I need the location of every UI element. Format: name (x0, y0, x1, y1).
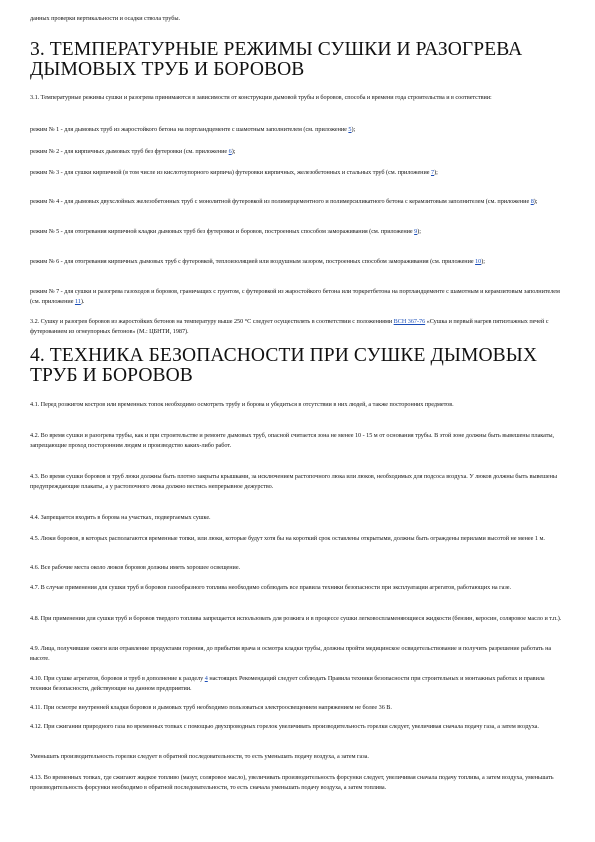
link-appendix-6[interactable]: 6 (228, 148, 232, 155)
paragraph-4-5: 4.5. Люки боровов, в которых располагаются временные топки, или люки, которые будут хотя бы на короткий срок оставлены открытыми, должны быть ограждены перилами высотой не менее 1 м. (30, 535, 545, 542)
mode-2: режим № 2 - для кирпичных дымовых труб без футеровки (см. приложение 6); (30, 148, 236, 155)
link-section-4[interactable]: 4 (204, 675, 208, 682)
paragraph-4-4: 4.4. Запрещается входить в борова на участках, подвергаемых сушке. (30, 514, 211, 521)
paragraph-3-2: 3.2. Сушку и разогрев боровов из жаростойких бетонов на температуру выше 250 °С следует осуществлять в соответствии с положениями ВСН 367-76 «Сушка и первый нагрев пятиэтажных печей с футерованием из огнеупорных бетонов» (М.: ЦБНТИ, 1987). (30, 318, 549, 335)
paragraph-4-8: 4.8. При применении для сушки труб и боровов твердого топлива запрещается использовать для розжига и в процессе сушки легковоспламеняющиеся жидкости (бензин, керосин, соляровое масло и т.п.). (30, 615, 562, 622)
paragraph-4-2: 4.2. Во время сушки и разогрева трубы, как и при строительстве и ремонте дымовых труб, опасной считается зона не менее 10 - 15 м от основания трубы. В этой зоне должны быть вывешены плакаты, запрещающие проход посторонним людям и производство каких-либо работ. (30, 432, 555, 449)
section-3-heading: 3. ТЕМПЕРАТУРНЫЕ РЕЖИМЫ СУШКИ И РАЗОГРЕВА ДЫМОВЫХ ТРУБ И БОРОВОВ (30, 39, 523, 80)
paragraph-3-1: 3.1. Температурные режимы сушки и разогрева принимаются в зависимости от конструкции дымовой трубы и боровов, способа и времени года строительства и в соответствии: (30, 94, 492, 101)
top-line: данных проверки вертикальности и осадки ствола трубы. (30, 15, 181, 22)
paragraph-4-12-note: Уменьшать производительность горелки следует в обратной последовательности, то есть уменьшать подачу воздуха, а затем газа. (30, 753, 369, 760)
mode-4: режим № 4 - для дымовых двухслойных железобетонных труб с монолитной футеровкой из полимерцементного и полимерсиликатного бетона с керамзитовым заполнителем (см. приложение 8); (30, 198, 538, 205)
mode-6: режим № 6 - для отогревания кирпичных дымовых труб с футеровкой, теплоизоляцией или воздушным зазором, построенных способом замораживания (см. приложение 10); (30, 258, 485, 265)
link-appendix-11[interactable]: 11 (74, 298, 81, 305)
paragraph-4-1: 4.1. Перед розжигом костров или временных топок необходимо осмотреть трубу и борова и убедиться в отсутствии в них людей, а также посторонних предметов. (30, 401, 454, 408)
paragraph-4-7: 4.7. В случае применения для сушки труб и боровов газообразного топлива необходимо соблюдать все правила техники безопасности при эксплуатации агрегатов, работающих на газе. (30, 584, 512, 591)
link-appendix-8[interactable]: 8 (530, 198, 534, 205)
section-4-heading: 4. ТЕХНИКА БЕЗОПАСНОСТИ ПРИ СУШКЕ ДЫМОВЫХ ТРУБ И БОРОВОВ (30, 345, 538, 386)
mode-7: режим № 7 - для сушки и разогрева газоходов и боровов, граничащих с грунтом, с футеровкой из жаростойкого бетона или торкретбетона на портландцементе с шамотным и керамзитовым заполнителем (см. приложение 11). (30, 288, 560, 305)
mode-1: режим № 1 - для дымовых труб из жаростойкого бетона на портландцементе с шамотным заполнителем (см. приложение 5); (30, 126, 356, 133)
mode-5: режим № 5 - для отогревания кирпичной кладки дымовых труб без футеровки и боровов, построенных способом замораживания (см. приложение 9); (30, 228, 421, 235)
mode-3: режим № 3 - для сушки кирпичной (в том числе из кислотоупорного кирпича) футеровки кирпичных, железобетонных и стальных труб (см. приложение 7); (30, 169, 438, 176)
link-vsn-367-76[interactable]: ВСН 367-76 (393, 318, 426, 325)
link-appendix-10[interactable]: 10 (475, 258, 482, 265)
paragraph-4-11: 4.11. При осмотре внутренней кладки боровов и дымовых труб необходимо пользоваться электроосвещением напряжением не более 36 В. (30, 704, 392, 711)
link-appendix-7[interactable]: 7 (430, 169, 435, 176)
link-appendix-5[interactable]: 5 (348, 126, 352, 133)
paragraph-4-6: 4.6. Все рабочие места около люков боровов должны иметь хорошее освещение. (30, 564, 241, 571)
paragraph-4-13: 4.13. Во временных топках, где сжигают жидкое топливо (мазут, соляровое масло), увеличивать производительность форсунки следует, увеличивая сначала подачу топлива, а затем воздуха, уменьшать производительность форсунки необходимо в обратной последовательности, то есть сначала уменьшать подачу воздуха, а затем топлива. (30, 774, 554, 791)
paragraph-4-10: 4.10. При сушке агрегатов, боровов и труб в дополнение к разделу 4 настоящих Рекомендаций следует соблюдать Правила техники безопасности при строительных и монтажных работах и правила техники безопасности, действующие на данном предприятии. (30, 675, 545, 692)
paragraph-4-12: 4.12. При сжигании природного газа во временных топках с помощью двухпроводных горелок увеличивать производительность горелки следует, увеличивая сначала подачу газа, а затем воздуха. (30, 723, 539, 730)
paragraph-4-9: 4.9. Лица, получившие ожоги или отравление продуктами горения, до прибытия врача и осмотра кладки трубы, должны пройти медицинское освидетельствование и получить разрешение работать на высоте. (30, 645, 552, 662)
paragraph-4-3: 4.3. Во время сушки боровов и труб люки должны быть плотно закрыты крышками, за исключением растопочного люка или люков, необходимых для подсоса воздуха. У люков должны быть вывешены предупреждающие плакаты, а у растопочного люка должно вестись непрерывное дежурство. (30, 473, 557, 490)
link-appendix-9[interactable]: 9 (414, 228, 418, 235)
